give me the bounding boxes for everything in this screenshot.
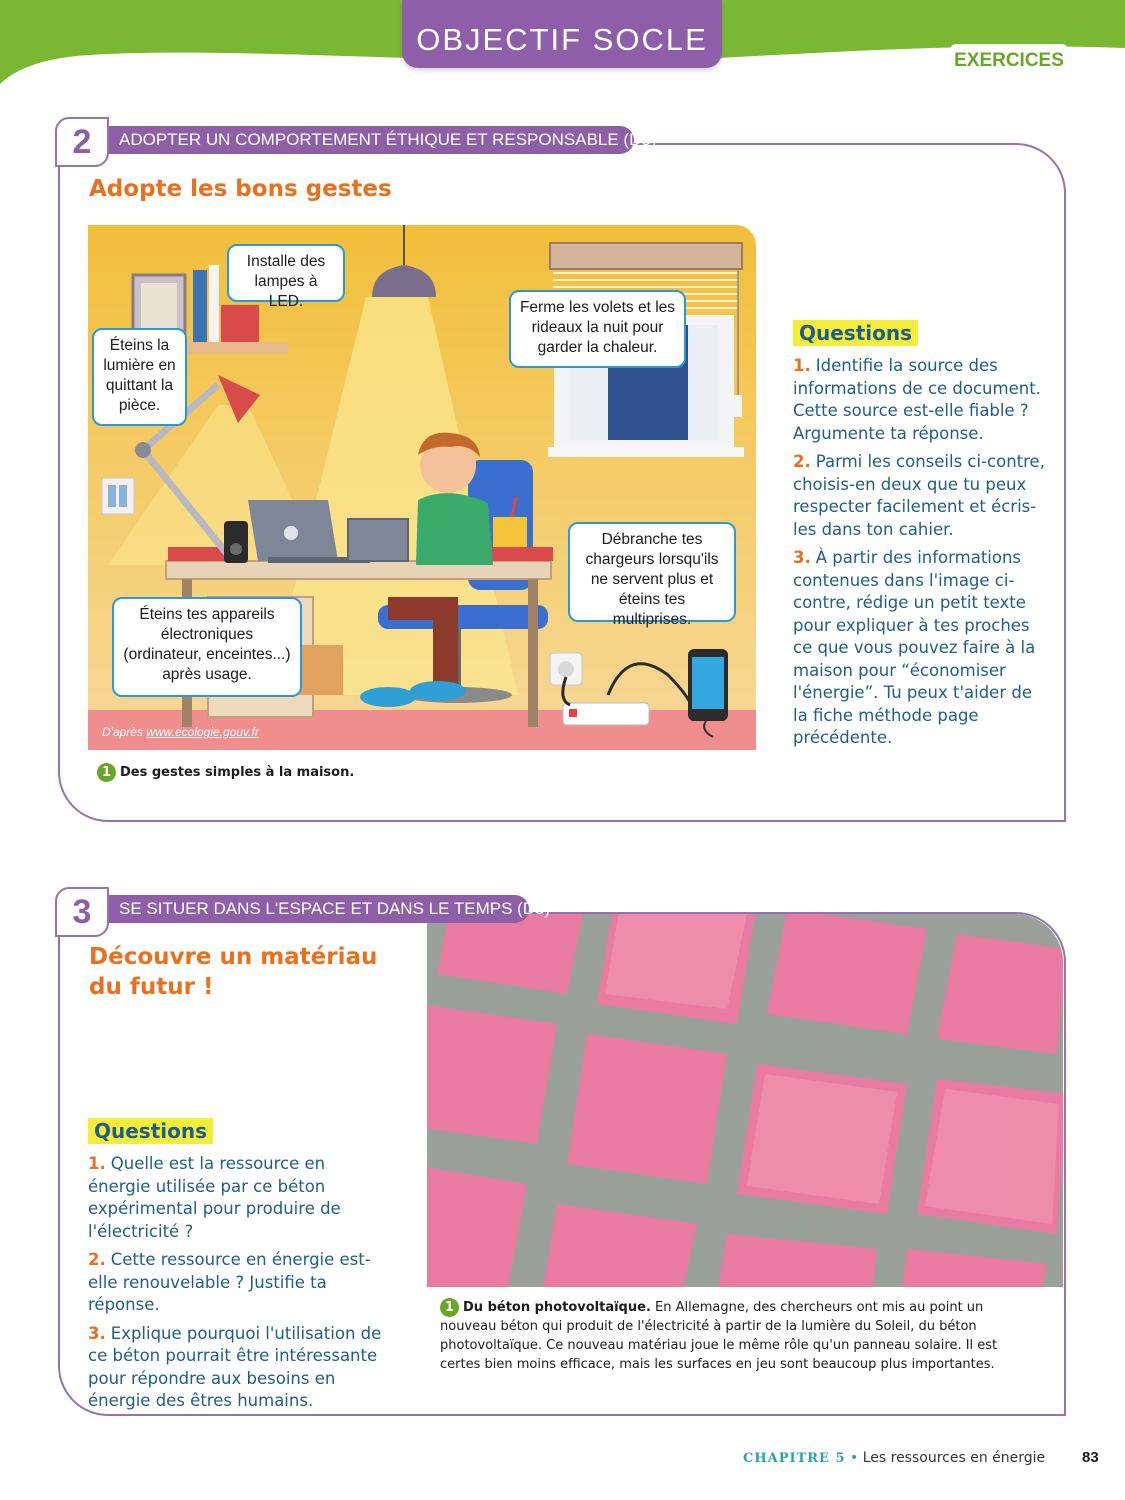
question-1: 1. Identifie la source des informations de ce document. Cette source est-elle fiable ? Argumente ta réponse. — [793, 356, 1041, 443]
credit-link[interactable]: www.ecologie.gouv.fr — [146, 725, 259, 739]
caption-number-badge: 1 — [440, 1298, 459, 1317]
caption-text: Des gestes simples à la maison. — [120, 765, 355, 780]
footer-chapter: CHAPITRE 5 — [743, 1451, 846, 1466]
desk — [166, 561, 551, 579]
document-1-caption — [97, 763, 354, 782]
question-3: 3. À partir des informations contenues dans l'image ci-contre, rédige un petit texte pour expliquer à tes proches ce que vous pouvez faire à la maison pour “économiser l'énergie”. Tu peux t'aider de la fiche méthode page précédente. — [793, 548, 1036, 747]
exercise-3-competence: SE SITUER DANS L'ESPACE ET DANS LE TEMPS (D5) — [105, 895, 529, 923]
speaker — [224, 521, 248, 563]
questions-list-2 — [793, 355, 1046, 756]
questions-heading-2: Questions — [793, 320, 918, 347]
photovoltaic-concrete-photo — [427, 914, 1063, 1287]
page-number: 83 — [1082, 1449, 1099, 1466]
question-3: 3. Explique pourquoi l'utilisation de ce béton pourrait être intéressante pour répondre aux besoins en énergie des êtres humains. — [88, 1323, 382, 1410]
bubble-chargers-tip: Débranche tes chargeurs lorsqu'ils ne servent plus et éteins tes multiprises. — [568, 522, 736, 622]
question-1: 1. Quelle est la ressource en énergie utilisée par ce béton expérimental pour produire de l'électricité ? — [88, 1154, 341, 1241]
caption-number-badge: 1 — [97, 763, 116, 782]
questions-heading-3: Questions — [88, 1118, 213, 1145]
exercices-tag: EXERCICES — [950, 44, 1068, 76]
exercise-3-number: 3 — [55, 887, 109, 937]
document-photo-caption: 1 Du béton photovoltaïque. En Allemagne, des chercheurs ont mis au point un nouveau béton qui produit de l'électricité à partir de la lumière du Soleil, du béton photovoltaïque. Ce nouveau matériau joue le même rôle qu'un panneau solaire. Il est certes bien moins efficace, mais les surfaces en jeu sont beaucoup plus importantes. — [440, 1300, 998, 1372]
bubble-led-tip: Installe des lampes à LED. — [227, 244, 345, 302]
question-2: 2. Parmi les conseils ci-contre, choisis-en deux que tu peux respecter facilement et écris-les dans ton cahier. — [793, 452, 1045, 539]
exercise-2-title: Adopte les bons gestes — [89, 176, 392, 202]
bubble-devices-tip: Éteins tes appareils électroniques (ordinateur, enceintes...) après usage. — [112, 597, 302, 697]
question-2: 2. Cette ressource en énergie est-elle renouvelable ? Justifie ta réponse. — [88, 1250, 371, 1314]
footer-chapter-title: Les ressources en énergie — [862, 1450, 1046, 1466]
exercise-2-number: 2 — [55, 117, 109, 167]
exercise-2-competence: ADOPTER UN COMPORTEMENT ÉTHIQUE ET RESPONSABLE (D3) — [105, 126, 634, 154]
image-credit: D'après www.ecologie.gouv.fr — [102, 725, 259, 739]
questions-list-3 — [88, 1153, 388, 1419]
exercise-3-title: Découvre un matériau du futur ! — [89, 944, 378, 1000]
page-title: OBJECTIF SOCLE — [402, 0, 722, 68]
bubble-light-tip: Éteins la lumière en quittant la pièce. — [92, 328, 187, 426]
bubble-shutters-tip: Ferme les volets et les rideaux la nuit pour garder la chaleur. — [509, 290, 686, 368]
page-footer: CHAPITRE 5 • Les ressources en énergie — [743, 1450, 1046, 1466]
